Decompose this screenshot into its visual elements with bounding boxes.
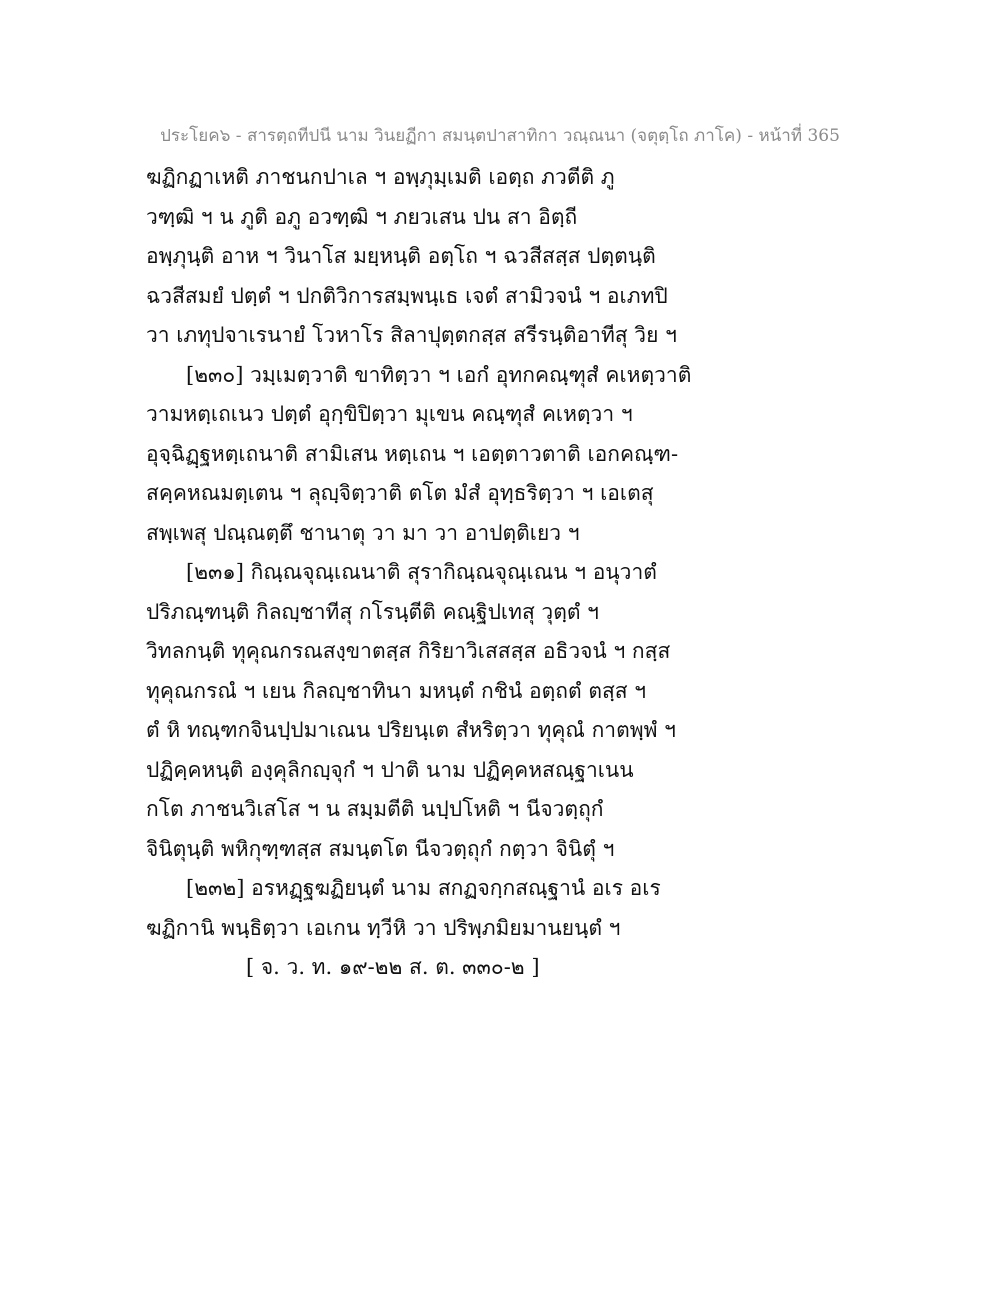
text-line: วฑฺฒิ ฯ น ภูติ อภู อวฑฺฒิ ฯ ภยวเสน ปน สา อิตฺถี: [146, 204, 578, 229]
text-line: สพฺเพสุ ปณฺณตฺตึ ชานาตุ วา มา วา อาปตฺติเยว ฯ: [146, 520, 580, 545]
text-line: ฆฏิกฏาเหติ ภาชนกปาเล ฯ อพฺภุมฺเมติ เอตฺถ ภวตีติ ภู: [146, 165, 615, 189]
text-line: วา เภทุปจาเรนายํ โวหาโร สิลาปุตฺตกสฺส สรีรนฺติอาทีสุ วิย ฯ: [146, 323, 677, 347]
text-line: อพฺภุนฺติ อาห ฯ วินาโส มยฺหนฺติ อตฺโถ ฯ ฉวสีสสฺส ปตฺตนฺติ: [146, 244, 656, 268]
text-line: ตํ หิ ทณฺฑกจินปฺปมาเณน ปริยนฺเต สํหริตฺวา ทุคุณํ กาตพฺพํ ฯ: [146, 718, 676, 742]
text-line: จินิตุนฺติ พหิกุฑฺฑสฺส สมนฺตโต นีจวตฺถุกํ กตฺวา จินิตุํ ฯ: [146, 836, 615, 861]
text-line: อุจฺฉิฏฺฐหตฺเถนาติ สามิเสน หตฺเถน ฯ เอตฺตาวตาติ เอกคณฺฑ-: [146, 441, 679, 466]
text-line: วิทลกนฺติ ทุคุณกรณสงฺขาตสฺส กิริยาวิเสสสฺส อธิวจนํ ฯ กสฺส: [146, 639, 671, 663]
source-reference: [ จ. ว. ท. ๑๙-๒๒ ส. ต. ๓๓๐-๒ ]: [246, 955, 540, 979]
paragraph-start-230: [๒๓๐] วมฺเมตฺวาติ ขาทิตฺวา ฯ เอกํ อุทกคณฺฑุสํ คเหตฺวาติ: [186, 362, 692, 387]
text-line: กโต ภาชนวิเสโส ฯ น สมฺมตีติ นปฺปโหติ ฯ นีจวตฺถุกํ: [146, 797, 604, 821]
text-line: ฉวสีสมยํ ปตฺตํ ฯ ปกติวิการสมฺพนฺเธ เจตํ สามิวจนํ ฯ อเภทปิ: [146, 283, 668, 308]
text-line: ฆฏิกานิ พนฺธิตฺวา เอเกน ทฺวีหิ วา ปริพฺภมิยมานยนฺตํ ฯ: [146, 915, 621, 940]
text-line: ปริภณฺฑนฺติ กิลญฺชาทีสุ กโรนฺตีติ คณฺฐิปเทสุ วุตฺตํ ฯ: [146, 599, 599, 624]
body-text: [146, 158, 866, 988]
text-line: วามหตฺเถเนว ปตฺตํ อุกฺขิปิตฺวา มุเขน คณฺฑุสํ คเหตฺวา ฯ: [146, 402, 633, 426]
text-line: สคฺคหณมตฺเตน ฯ ลุญฺจิตฺวาติ ตโต มํสํ อุทฺธริตฺวา ฯ เอเตสุ: [146, 481, 654, 505]
running-header: ประโยค๖ - สารตฺถทีปนี นาม วินยฏีกา สมนฺตปาสาทิกา วณฺณนา (จตุตฺโถ ภาโค) - หน้าที่ 365: [160, 126, 840, 146]
text-line: ปฏิคฺคหนฺติ องฺคุลิกญฺจุกํ ฯ ปาติ นาม ปฏิคฺคหสณฺฐาเนน: [146, 757, 634, 782]
paragraph-start-232: [๒๓๒] อรหฏฺฐฆฏิยนฺตํ นาม สกฏจกฺกสณฺฐานํ อเร อเร: [186, 876, 661, 900]
paragraph-start-231: [๒๓๑] กิณฺณจุณฺเณนาติ สุรากิณฺณจุณฺเณน ฯ อนุวาตํ: [186, 560, 657, 584]
text-line: ทุคุณกรณํ ฯ เยน กิลญฺชาทินา มหนฺตํ กชินํ อตฺถตํ ตสฺส ฯ: [146, 678, 647, 703]
